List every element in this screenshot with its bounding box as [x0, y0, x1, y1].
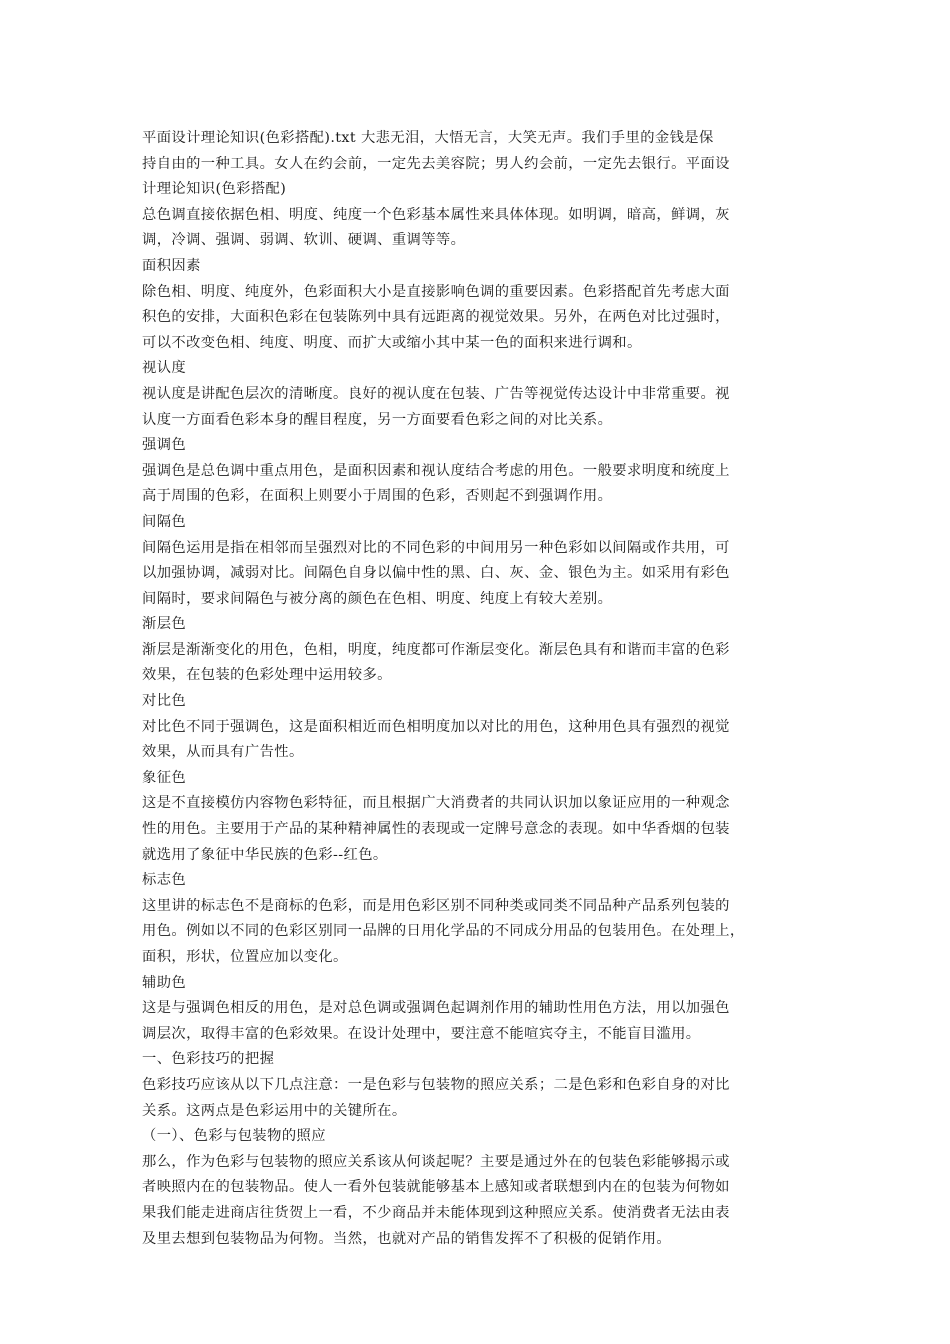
text-line: 关系。这两点是色彩运用中的关键所在。	[142, 1102, 407, 1119]
text-line: 这里讲的标志色不是商标的色彩，而是用色彩区别不同种类或同类不同品种产品系列包装的	[142, 897, 730, 914]
text-line: 及里去想到包装物品为何物。当然，也就对产品的销售发挥不了积极的促销作用。	[142, 1230, 672, 1247]
text-line: 渐层是渐渐变化的用色，色相，明度，纯度都可作渐层变化。渐层色具有和谐而丰富的色彩	[142, 641, 730, 658]
section-heading: 渐层色	[142, 616, 187, 633]
text-line: 者映照内在的包装物品。使人一看外包装就能够基本上感知或者联想到内在的包装为何物如	[142, 1179, 730, 1196]
text-line: 以加强协调，减弱对比。间隔色自身以偏中性的黑、白、灰、金、银色为主。如采用有彩色	[142, 565, 730, 582]
section-heading: 视认度	[142, 360, 187, 377]
text-line: 性的用色。主要用于产品的某种精神属性的表现或一定牌号意念的表现。如中华香烟的包装	[142, 821, 730, 838]
text-line: 强调色是总色调中重点用色，是面积因素和视认度结合考虑的用色。一般要求明度和统度上	[142, 462, 730, 479]
text-line: 除色相、明度、纯度外，色彩面积大小是直接影响色调的重要因素。色彩搭配首先考虑大面	[142, 283, 730, 300]
section-heading: 一、色彩技巧的把握	[142, 1051, 275, 1068]
text-line: 用色。例如以不同的色彩区别同一品牌的日用化学品的不同成分用品的包装用色。在处理上，	[142, 923, 745, 940]
text-line: 间隔色运用是指在相邻而呈强烈对比的不同色彩的中间用另一种色彩如以间隔或作共用，可	[142, 539, 730, 556]
text-line: 色彩技巧应该从以下几点注意：一是色彩与包装物的照应关系；二是色彩和色彩自身的对比	[142, 1076, 730, 1093]
text-line: 可以不改变色相、纯度、明度、而扩大或缩小其中某一色的面积来进行调和。	[142, 334, 642, 351]
document-body	[142, 126, 822, 1252]
text-line: 那么，作为色彩与包装物的照应关系该从何谈起呢？主要是通过外在的包装色彩能够揭示或	[142, 1153, 730, 1170]
text-line: 调层次，取得丰富的色彩效果。在设计处理中，要注意不能喧宾夺主，不能盲目滥用。	[142, 1025, 701, 1042]
text-line: 积色的安排，大面积色彩在包装陈列中具有远距离的视觉效果。另外，在两色对比过强时，	[142, 309, 730, 326]
text-line: 视认度是讲配色层次的清晰度。良好的视认度在包装、广告等视觉传达设计中非常重要。视	[142, 385, 730, 402]
text-line: 总色调直接依据色相、明度、纯度一个色彩基本属性来具体体现。如明调，暗高，鲜调，灰	[142, 206, 730, 223]
section-heading: 对比色	[142, 693, 187, 710]
section-heading: （一）、色彩与包装物的照应	[142, 1128, 326, 1145]
text-line: 这是不直接模仿内容物色彩特征，而且根据广大消费者的共同认识加以象证应用的一种观念	[142, 795, 730, 812]
text-line: 果我们能走进商店往货贺上一看，不少商品并未能体现到这种照应关系。使消费者无法由表	[142, 1204, 730, 1221]
text-line: 这是与强调色相反的用色，是对总色调或强调色起调剂作用的辅助性用色方法，用以加强色	[142, 1000, 730, 1017]
text-line: 间隔时，要求间隔色与被分离的颜色在色相、明度、纯度上有较大差别。	[142, 590, 613, 607]
section-heading: 象征色	[142, 769, 187, 786]
text-line: 效果，从而具有广告性。	[142, 744, 304, 761]
text-line: 计理论知识(色彩搭配)	[142, 181, 287, 198]
text-line: 持自由的一种工具。女人在约会前，一定先去美容院；男人约会前，一定先去银行。平面设	[142, 155, 730, 172]
text-line: 高于周围的色彩，在面积上则要小于周围的色彩，否则起不到强调作用。	[142, 488, 613, 505]
text-line: 平面设计理论知识(色彩搭配).txt 大悲无泪，大悟无言，大笑无声。我们手里的金钱是保	[142, 130, 714, 146]
text-line: 对比色不同于强调色，这是面积相近而色相明度加以对比的用色，这种用色具有强烈的视觉	[142, 718, 730, 735]
section-heading: 辅助色	[142, 974, 187, 991]
text-line: 就选用了象征中华民族的色彩--红色。	[142, 846, 388, 863]
text-line: 认度一方面看色彩本身的醒目程度，另一方面要看色彩之间的对比关系。	[142, 411, 613, 428]
text-line: 效果，在包装的色彩处理中运用较多。	[142, 667, 392, 684]
text-line: 面积，形状，位置应加以变化。	[142, 949, 348, 965]
section-heading: 面积因素	[142, 257, 201, 274]
section-heading: 标志色	[142, 872, 187, 889]
section-heading: 强调色	[142, 437, 187, 454]
text-line: 调，冷调、强调、弱调、软训、硬调、重调等等。	[142, 232, 466, 249]
section-heading: 间隔色	[142, 513, 187, 530]
